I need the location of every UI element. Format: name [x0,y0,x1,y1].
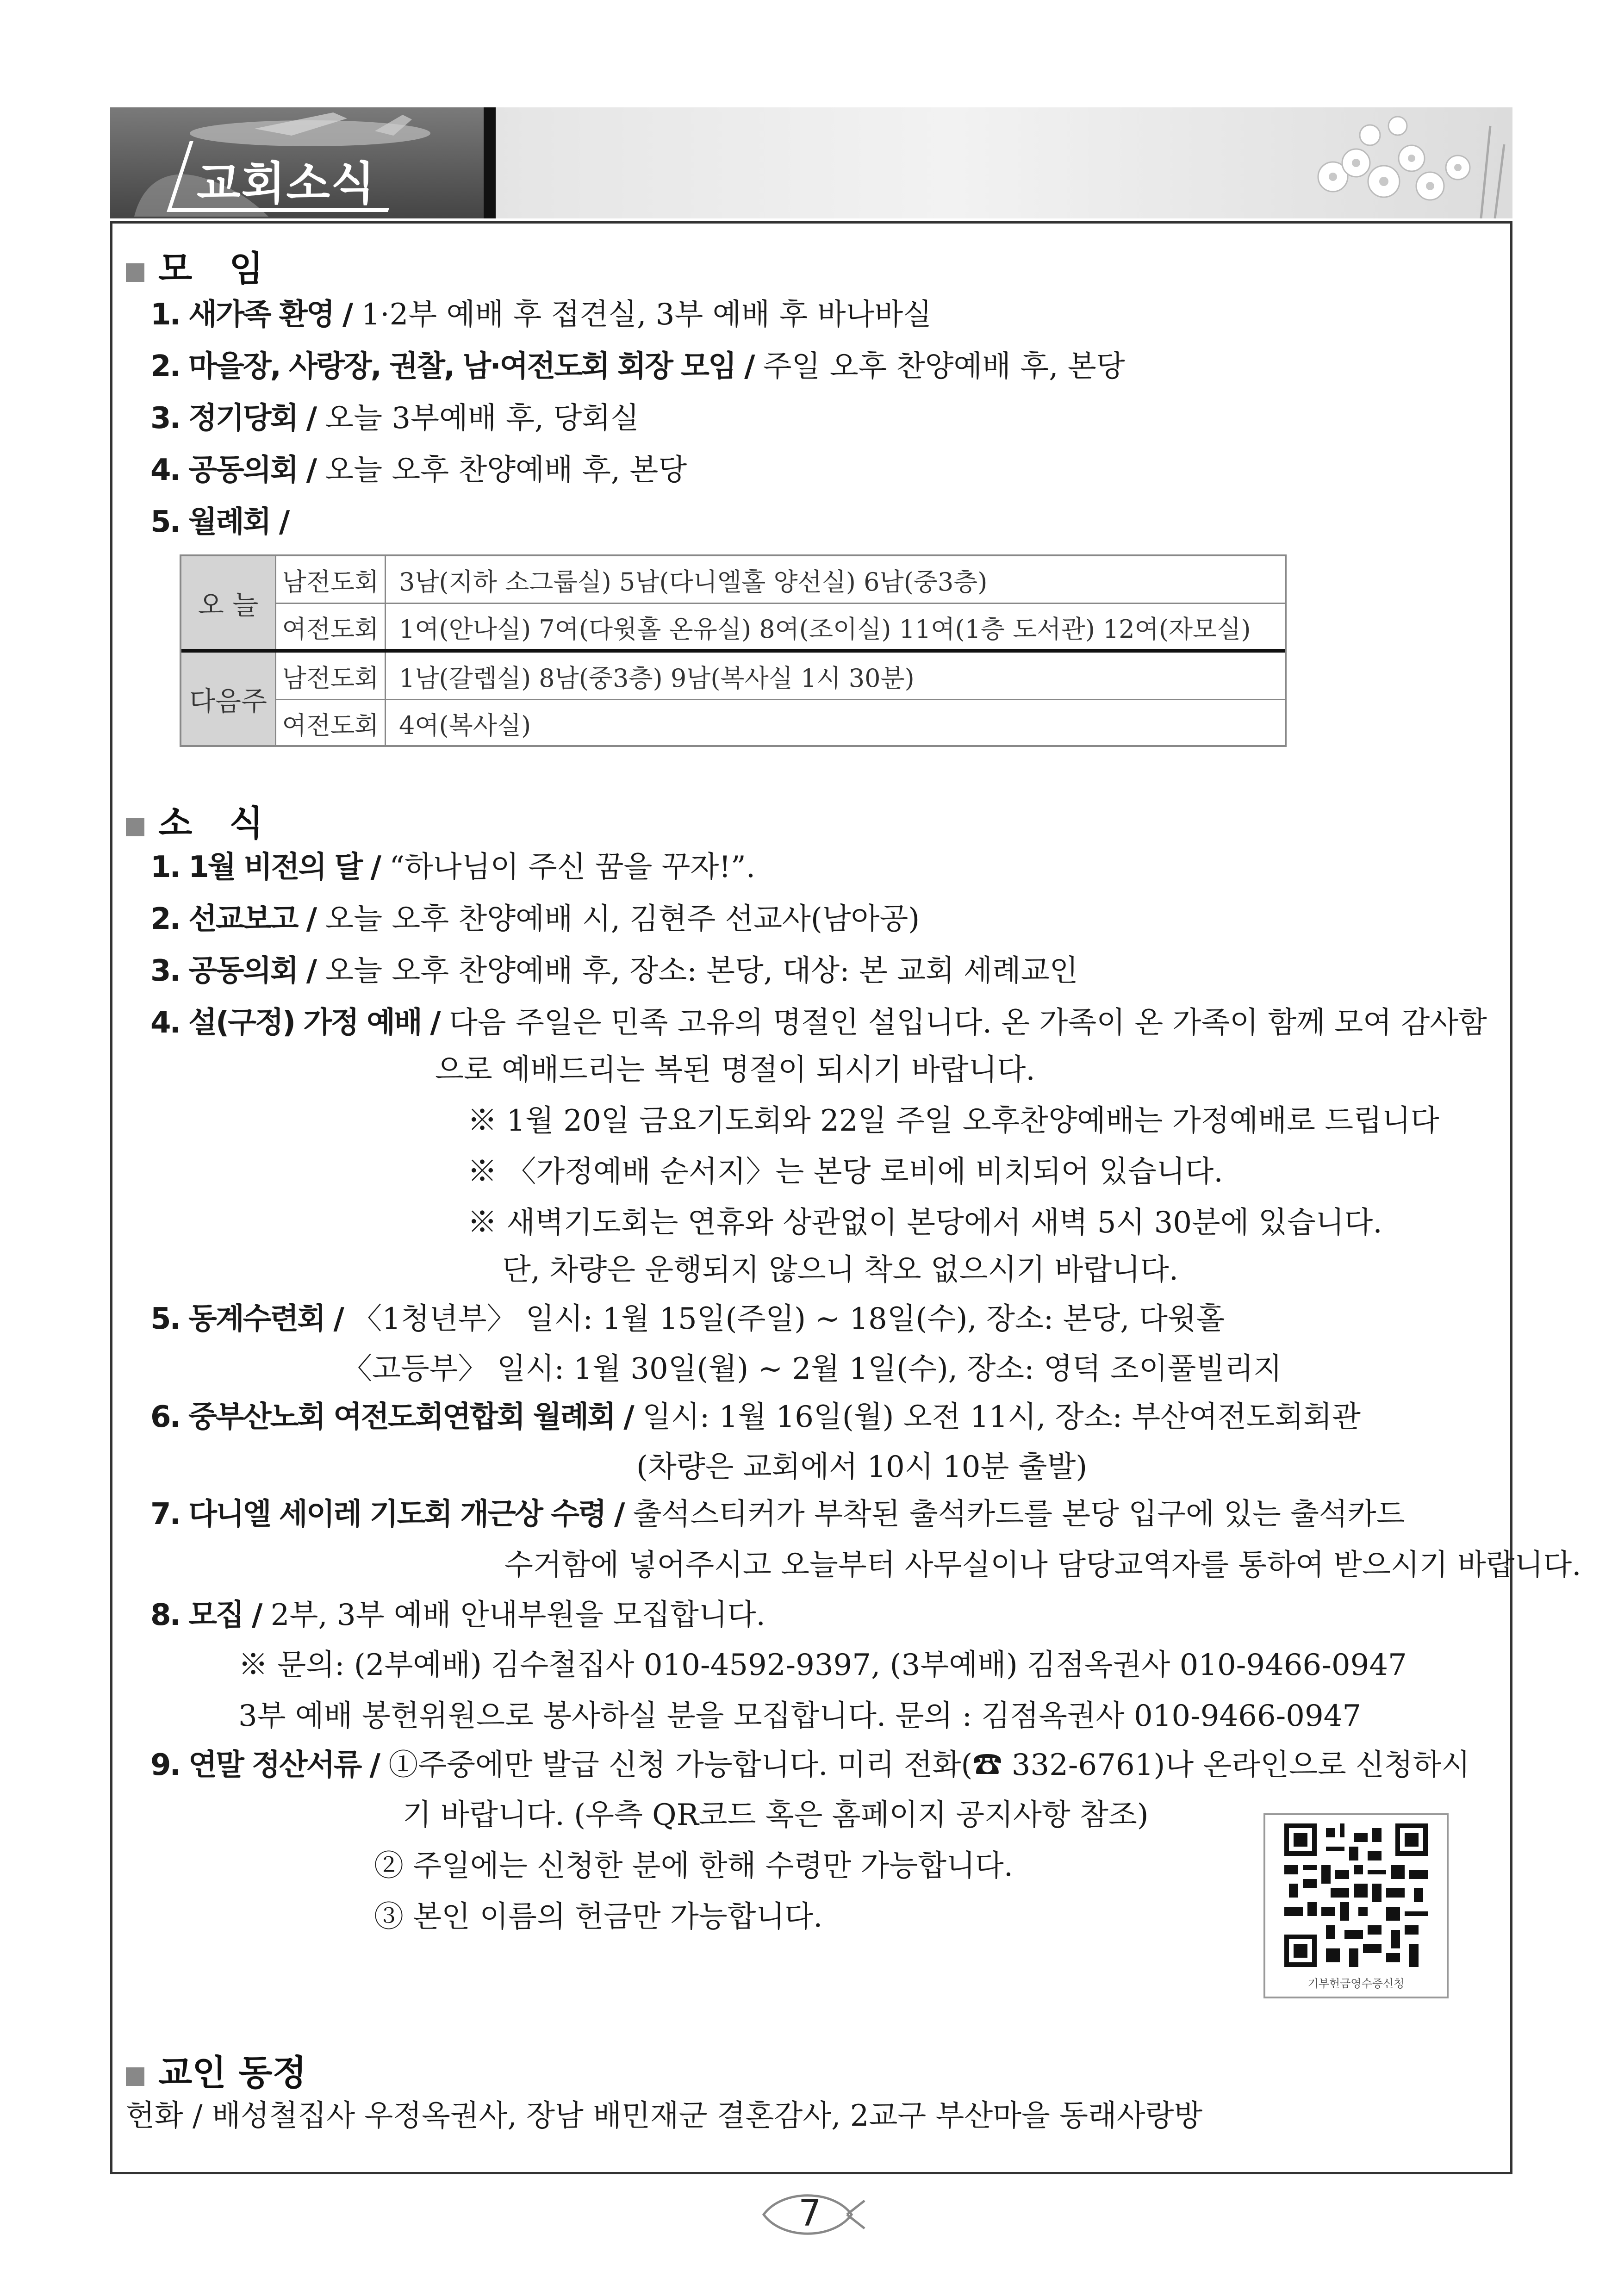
table-row: 남전도회 3남(지하 소그룹실) 5남(다니엘홀 양선실) 6남(중3층) [181,556,1285,604]
section-heading-meeting: 모임 [126,241,263,291]
news-item-8: 8. 모집 / 2부, 3부 예배 안내부원을 모집합니다. [150,1598,765,1632]
news-item-4: 4. 설(구정) 가정 예배 / 다음 주일은 민족 고유의 명절인 설입니다. 온 가족이 온 가족이 함께 모여 감사함 [150,1006,1487,1040]
meeting-item-1: 1. 새가족 환영 / 1·2부 예배 후 접견실, 3부 예배 후 바나바실 [150,298,932,332]
table-next-label: 다음주 [181,653,275,745]
flower-icon [1277,107,1512,218]
news-item-4-line-2: 으로 예배드리는 복된 명절이 되시기 바랍니다. [435,1053,1035,1087]
news-item-8-recruit: 3부 예배 봉헌위원으로 봉사하실 분을 모집합니다. 문의 : 김점옥권사 010-9466-0947 [238,1699,1362,1733]
news-item-9-line-3: ② 주일에는 신청한 분에 한해 수령만 가능합니다. [374,1849,1014,1883]
table-row: 여전도회 4여(복사실) [181,700,1285,747]
square-bullet-icon [126,263,144,282]
news-item-5-line-2: 〈고등부〉 일시: 1월 30일(월) ~ 2월 1일(수), 장소: 영덕 조이풀빌리지 [342,1352,1282,1386]
meeting-item-2: 2. 마을장, 사랑장, 권찰, 남·여전도회 회장 모임 / 주일 오후 찬양예배 후, 본당 [150,349,1125,384]
table-row: 여전도회 1여(안나실) 7여(다윗홀 온유실) 8여(조이실) 11여(1층 도서관) 12여(자모실) [181,604,1285,651]
news-item-8-contact: ※ 문의: (2부예배) 김수철집사 010-4592-9397, (3부예배) 김점옥권사 010-9466-0947 [238,1648,1407,1682]
meeting-item-5: 5. 월례회 / [150,505,289,539]
table-row: 남전도회 1남(갈렙실) 8남(중3층) 9남(복사실 1시 30분) [181,653,1285,700]
news-item-7-line-2: 수거함에 넣어주시고 오늘부터 사무실이나 담당교역자를 통하여 받으시기 바랍니다. [504,1548,1581,1582]
qr-code-icon[interactable] [1284,1823,1428,1967]
news-item-9-line-2: 기 바랍니다. (우측 QR코드 혹은 홈페이지 공지사항 참조) [403,1798,1149,1832]
news-item-1: 1. 1월 비전의 달 / “하나님이 주신 꿈을 꾸자!”. [150,850,756,884]
news-item-9-line-4: ③ 본인 이름의 헌금만 가능합니다. [374,1900,823,1934]
news-item-6: 6. 중부산노회 여전도회연합회 월례회 / 일시: 1월 16일(월) 오전 11시, 장소: 부산여전도회회관 [150,1400,1361,1434]
square-bullet-icon [126,818,144,836]
news-item-7: 7. 다니엘 세이레 기도회 개근상 수령 / 출석스티커가 부착된 출석카드를 본당 입구에 있는 출석카드 [150,1497,1405,1531]
phone-icon: ☎ [972,1748,1002,1782]
page-number: 7 [798,2193,821,2234]
section-heading-news: 소식 [126,795,263,846]
members-news-text: 헌화 / 배성철집사 우정옥권사, 장남 배민재군 결혼감사, 2교구 부산마을 동래사랑방 [126,2099,1203,2133]
news-item-2: 2. 선교보고 / 오늘 오후 찬양예배 시, 김현주 선교사(남아공) [150,902,920,936]
news-item-6-line-2: (차량은 교회에서 10시 10분 출발) [636,1450,1088,1484]
news-item-4-note-2: ※ 〈가정예배 순서지〉는 본당 로비에 비치되어 있습니다. [467,1155,1223,1189]
meeting-item-3: 3. 정기당회 / 오늘 3부예배 후, 당회실 [150,401,639,436]
section-heading-members: 교인 동정 [126,2045,306,2095]
banner-divider-bar [484,107,496,218]
news-item-4-note-3: ※ 새벽기도회는 연휴와 상관없이 본당에서 새벽 5시 30분에 있습니다. [467,1206,1382,1240]
meeting-item-4: 4. 공동의회 / 오늘 오후 찬양예배 후, 본당 [150,453,687,487]
table-today-label: 오 늘 [181,556,275,649]
news-item-3: 3. 공동의회 / 오늘 오후 찬양예배 후, 장소: 본당, 대상: 본 교회 세례교인 [150,954,1078,988]
banner-title: 교회소식 [197,157,376,210]
news-item-4-note-1: ※ 1월 20일 금요기도회와 22일 주일 오후찬양예배는 가정예배로 드립니다 [467,1104,1439,1138]
qr-caption: 기부헌금영수증신청 [1307,1977,1405,1990]
square-bullet-icon [126,2067,144,2086]
news-item-9: 9. 연말 정산서류 / ①주중에만 발급 신청 가능합니다. 미리 전화(☎ 332-6761)나 온라인으로 신청하시 [150,1748,1470,1782]
news-item-4-note-4: 단, 차량은 운행되지 않으니 착오 없으시기 바랍니다. [502,1253,1179,1287]
meeting-schedule-table [180,554,1287,747]
table-group-divider [181,649,1285,653]
news-item-5: 5. 동계수련회 / 〈1청년부〉 일시: 1월 15일(주일) ~ 18일(수), 장소: 본당, 다윗홀 [150,1302,1225,1336]
